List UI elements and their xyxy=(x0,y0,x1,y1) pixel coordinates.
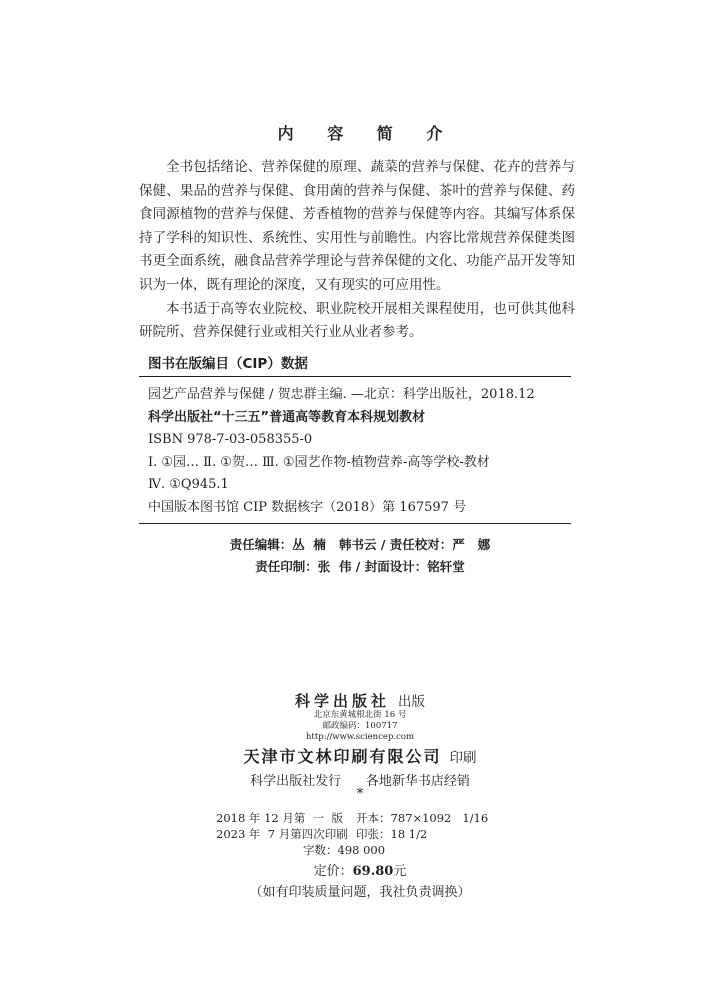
printer-role: 印刷 xyxy=(449,750,477,766)
cip-line-isbn: ISBN 978-7-03-058355-0 xyxy=(148,432,313,447)
asterisk-divider: * xyxy=(356,786,364,802)
printed-sheets: 印张：18 1/2 xyxy=(356,827,428,841)
price-label: 定价： xyxy=(313,864,353,879)
price-line xyxy=(0,860,720,879)
cip-line-series: 科学出版社“十三五”普通高等教育本科规划教材 xyxy=(148,409,426,425)
price-amount: 69.80 xyxy=(352,864,394,879)
distribution-issuer: 科学出版社发行 xyxy=(250,774,342,789)
quality-note: （如有印装质量问题，我社负责调换） xyxy=(249,885,471,900)
summary-text xyxy=(139,156,575,345)
production-credits: 责任印制：张 伟 / 封面设计：铭轩堂 xyxy=(255,559,465,574)
cip-top-rule xyxy=(139,376,571,377)
cip-line-record-number: 中国版本图书馆 CIP 数据核字（2018）第 167597 号 xyxy=(148,499,467,515)
edition-line-1 xyxy=(216,810,489,826)
summary-title: 内 容 简 介 xyxy=(277,124,457,143)
cip-heading: 图书在版编目（CIP）数据 xyxy=(148,356,308,372)
publisher-address: 北京东黄城根北街 16 号 xyxy=(313,710,407,720)
distribution-seller: 各地新华书店经销 xyxy=(365,774,470,789)
publisher-role: 出版 xyxy=(398,694,425,710)
publisher-postcode: 邮政编码：100717 xyxy=(322,721,398,731)
cip-line-class-number: Ⅳ. ①Q945.1 xyxy=(148,477,229,492)
cip-line-title: 园艺产品营养与保健 / 贺忠群主编. —北京：科学出版社，2018.12 xyxy=(148,387,535,402)
publisher-website: http://www.sciencep.com xyxy=(305,732,415,742)
cip-block xyxy=(148,384,573,519)
editor-credits: 责任编辑：丛 楠 韩书云 / 责任校对：严 娜 xyxy=(229,537,491,552)
publisher-line xyxy=(0,690,720,711)
edition-line-2 xyxy=(216,826,428,842)
printer-line xyxy=(0,744,720,767)
summary-paragraph-2: 本书适于高等农业院校、职业院校开展相关课程使用，也可供其他科研院所、营养保健行业或相关行业从业者参考。 xyxy=(139,300,575,341)
cip-line-classification: Ⅰ. ①园… Ⅱ. ①贺… Ⅲ. ①园艺作物-植物营养-高等学校-教材 xyxy=(148,454,490,470)
publisher-name: 科学出版社 xyxy=(294,692,390,710)
word-count: 字数：498 000 xyxy=(303,843,386,857)
first-edition: 2018 年 12 月第 一 版 xyxy=(216,811,343,825)
book-format: 开本：787×1092 1/16 xyxy=(356,811,489,825)
printing-number: 2023 年 7 月第四次印刷 xyxy=(216,827,348,841)
price-unit: 元 xyxy=(393,864,407,879)
printer-name: 天津市文林印刷有限公司 xyxy=(243,747,442,766)
summary-paragraph-1: 全书包括绪论、营养保健的原理、蔬菜的营养与保健、花卉的营养与保健、果品的营养与保健、食用菌的营养与保健、茶叶的营养与保健、药食同源植物的营养与保健、芳香植物的营养与保健等内容。其编写体系保持了学科的知识性、系统性、实用性与前瞻性。内容比常规营养保健类图书更全面系统，融食品营养学理论与营养保健的文化、功能产品开发等知识为一体，既有理论的深度，又有现实的可应用性。 xyxy=(139,159,575,293)
cip-bottom-rule xyxy=(139,523,571,524)
